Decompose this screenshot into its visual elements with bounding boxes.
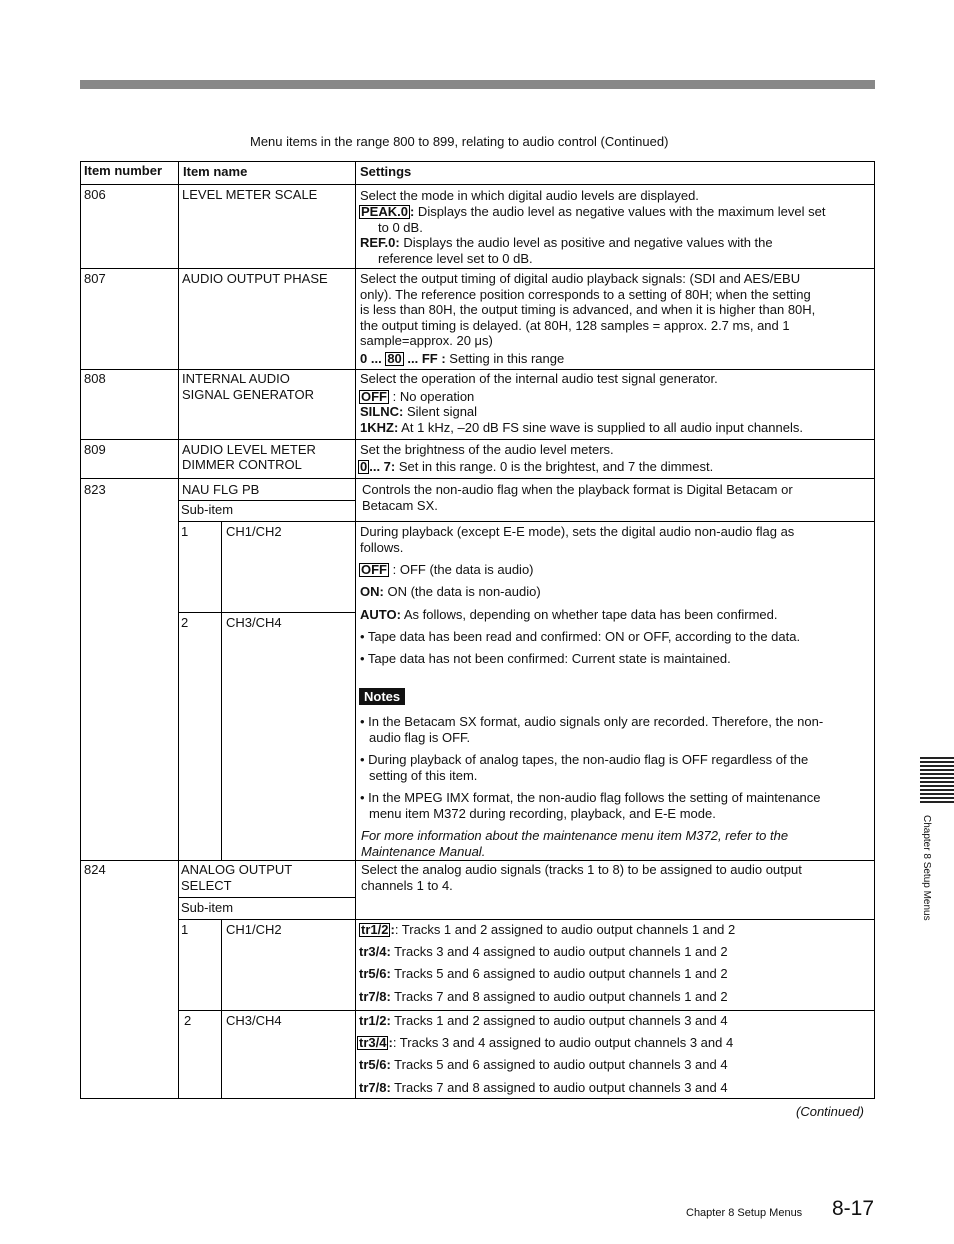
reference-note: For more information about the maintenance menu item M372, refer to the (361, 828, 789, 843)
settings-text: During playback (except E-E mode), sets the digital audio non-audio flag as (360, 524, 795, 539)
settings-text: is less than 80H, the output timing is advanced, and when it is higher than 80H, (360, 302, 816, 317)
settings-text: channels 1 to 4. (361, 878, 453, 893)
item-name: INTERNAL AUDIO (182, 371, 290, 386)
item-number: 824 (84, 862, 106, 877)
item-name: SELECT (181, 878, 232, 893)
item-name: AUDIO OUTPUT PHASE (182, 271, 328, 286)
item-name: NAU FLG PB (182, 482, 260, 497)
note-item: • In the MPEG IMX format, the non-audio flag follows the setting of maintenance (360, 790, 821, 805)
settings-option: tr1/2 :: Tracks 1 and 2 assigned to audio output channels 1 and 2 (361, 922, 736, 937)
settings-option: AUTO: As follows, depending on whether tape data has been confirmed. (360, 607, 778, 622)
default-value-box: tr1/2 (361, 922, 389, 937)
settings-option: OFF : No operation (361, 389, 475, 404)
header-settings: Settings (360, 164, 412, 179)
note-item-cont: menu item M372 during recording, playback, and E-E mode. (369, 806, 716, 821)
settings-option: SILNC: Silent signal (360, 404, 478, 419)
sub-item-number: 1 (181, 922, 189, 937)
settings-option: tr1/2: Tracks 1 and 2 assigned to audio output channels 3 and 4 (359, 1013, 728, 1028)
item-number: 809 (84, 442, 106, 457)
default-value-box: OFF (361, 389, 387, 404)
settings-option: OFF : OFF (the data is audio) (361, 562, 534, 577)
item-number: 808 (84, 371, 106, 386)
sub-item-name: CH1/CH2 (226, 524, 282, 539)
sub-item-label: Sub-item (181, 502, 234, 517)
continued-label: (Continued) (796, 1104, 864, 1119)
settings-text: Select the operation of the internal audio test signal generator. (360, 371, 718, 386)
settings-option: 0 ... 7: Set in this range. 0 is the brightest, and 7 the dimmest. (360, 459, 714, 474)
settings-text: reference level set to 0 dB. (378, 251, 533, 266)
sub-item-name: CH1/CH2 (226, 922, 282, 937)
sub-item-label: Sub-item (181, 900, 234, 915)
settings-text: Select the analog audio signals (tracks 1 to 8) to be assigned to audio output (361, 862, 802, 877)
sub-item-number: 1 (181, 524, 189, 539)
settings-text: Betacam SX. (362, 498, 438, 513)
settings-text: Select the output timing of digital audio playback signals: (SDI and AES/EBU (360, 271, 801, 286)
settings-option: tr3/4 :: Tracks 3 and 4 assigned to audio output channels 3 and 4 (359, 1035, 734, 1050)
note-item: • During playback of analog tapes, the non-audio flag is OFF regardless of the (360, 752, 809, 767)
default-value-box: 80 (387, 351, 402, 366)
settings-text: Set the brightness of the audio level meters. (360, 442, 614, 457)
chapter-side-label: Chapter 8 Setup Menus (921, 815, 932, 921)
item-name: AUDIO LEVEL METER (182, 442, 316, 457)
settings-option: 1KHZ: At 1 kHz, –20 dB FS sine wave is supplied to all audio input channels. (360, 420, 803, 435)
settings-option: tr3/4: Tracks 3 and 4 assigned to audio output channels 1 and 2 (359, 944, 728, 959)
item-number: 807 (84, 271, 106, 286)
item-number: 806 (84, 187, 106, 202)
settings-option: 0 ... 80 ... FF : Setting in this range (360, 351, 565, 366)
sub-item-name: CH3/CH4 (226, 615, 282, 630)
header-rule (80, 80, 875, 89)
item-name: DIMMER CONTROL (182, 457, 302, 472)
settings-option: PEAK.0 : Displays the audio level as negative values with the maximum level set (361, 204, 826, 219)
settings-option: tr5/6: Tracks 5 and 6 assigned to audio output channels 3 and 4 (359, 1057, 728, 1072)
reference-note: Maintenance Manual. (361, 844, 486, 859)
note-item-cont: audio flag is OFF. (369, 730, 471, 745)
item-name: ANALOG OUTPUT (181, 862, 293, 877)
settings-text: sample=approx. 20 μs) (360, 333, 493, 348)
settings-text: Select the mode in which digital audio levels are displayed. (360, 188, 699, 203)
note-item: • In the Betacam SX format, audio signals only are recorded. Therefore, the non- (360, 714, 824, 729)
default-value-box: PEAK.0 (361, 204, 408, 219)
sub-item-name: CH3/CH4 (226, 1013, 282, 1028)
settings-option: tr7/8: Tracks 7 and 8 assigned to audio output channels 1 and 2 (359, 989, 728, 1004)
page-number: 8-17 (832, 1197, 875, 1220)
settings-text: only). The reference position corresponds to a setting of 80H; when the setting (360, 287, 811, 302)
settings-text: Controls the non-audio flag when the playback format is Digital Betacam or (362, 482, 793, 497)
settings-option: tr7/8: Tracks 7 and 8 assigned to audio output channels 3 and 4 (359, 1080, 728, 1095)
notes-heading: Notes (359, 688, 405, 705)
sub-item-number: 2 (184, 1013, 192, 1028)
header-item-name: Item name (183, 164, 248, 179)
settings-option: REF.0: Displays the audio level as positive and negative values with the (360, 235, 773, 250)
settings-text: the output timing is delayed. (at 80H, 128 samples = approx. 2.7 ms, and 1 (360, 318, 790, 333)
default-value-box: 0 (360, 459, 368, 474)
default-value-box: tr3/4 (359, 1035, 387, 1050)
settings-option: tr5/6: Tracks 5 and 6 assigned to audio output channels 1 and 2 (359, 966, 728, 981)
item-name: SIGNAL GENERATOR (182, 387, 314, 402)
settings-option: ON: ON (the data is non-audio) (360, 584, 541, 599)
list-item: • Tape data has not been confirmed: Current state is maintained. (360, 651, 731, 666)
item-number: 823 (84, 482, 106, 497)
item-name: LEVEL METER SCALE (182, 187, 318, 202)
sub-item-number: 2 (181, 615, 189, 630)
footer-chapter: Chapter 8 Setup Menus (686, 1207, 803, 1219)
list-item: • Tape data has been read and confirmed: ON or OFF, according to the data. (360, 629, 801, 644)
header-item-number: Item number (84, 163, 163, 178)
default-value-box: OFF (361, 562, 387, 577)
table-caption: Menu items in the range 800 to 899, relating to audio control (Continued) (250, 134, 669, 149)
settings-text: follows. (360, 540, 404, 555)
chapter-tab-stripes (920, 757, 954, 803)
note-item-cont: setting of this item. (369, 768, 478, 783)
settings-text: to 0 dB. (378, 220, 423, 235)
